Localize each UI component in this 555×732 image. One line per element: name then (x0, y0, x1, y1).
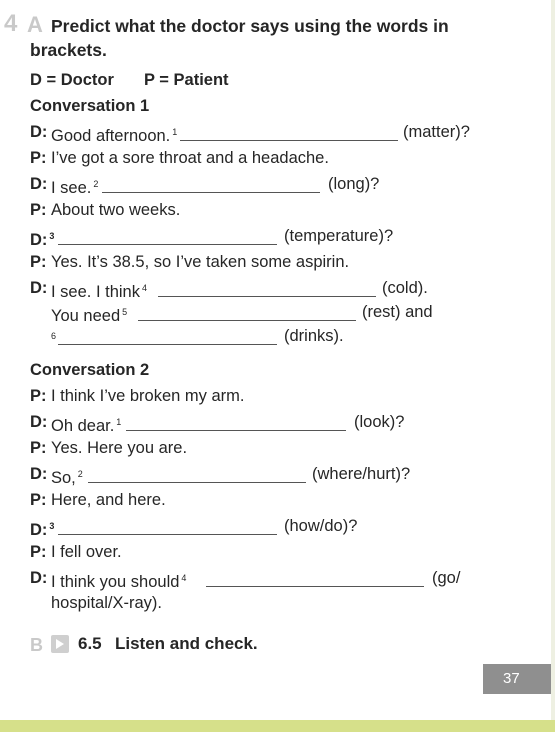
speaker-label: D: $^3$ (30, 521, 55, 539)
hint-word: (look)? (354, 413, 405, 431)
dialogue-text: So, $^2$ (51, 469, 83, 487)
dialogue-text: Oh dear. $^1$ (51, 417, 122, 435)
play-triangle-icon (56, 639, 64, 649)
hint-word: (drinks). (284, 327, 344, 345)
hint-word: (temperature)? (284, 227, 394, 245)
speaker-label: P: (30, 149, 47, 167)
dialogue-text: I think I’ve broken my arm. (51, 387, 245, 405)
hint-word: (where/hurt)? (312, 465, 411, 483)
answer-blank[interactable] (126, 430, 346, 431)
dialogue-text: You need $^5$ (51, 307, 128, 325)
key-patient: P = Patient (144, 71, 229, 89)
hint-word: (long)? (328, 175, 380, 193)
exercise-number: 4 (4, 10, 18, 37)
exercise-letter-b: B (30, 635, 43, 655)
conversation-2-heading: Conversation 2 (30, 361, 150, 379)
gap-number: 3 (49, 231, 55, 241)
speaker-label: D: (30, 279, 48, 297)
speaker-label: P: (30, 201, 47, 219)
gap-number: 4 (141, 283, 147, 293)
speaker-label: P: (30, 491, 47, 509)
exercise-letter-a: A (27, 12, 43, 37)
speaker-label: D: (30, 123, 48, 141)
speaker-label: D: (30, 413, 48, 431)
speaker-label: D: $^3$ (30, 231, 55, 249)
hint-word: (rest) and (362, 303, 433, 321)
answer-blank[interactable] (58, 534, 277, 535)
audio-track-number: 6.5 (78, 634, 102, 653)
gap-number: 3 (49, 521, 55, 531)
dialogue-text: I fell over. (51, 543, 122, 561)
gap-number: 5 (122, 307, 128, 317)
page-number: 37 (503, 670, 520, 687)
gap-number: 1 (116, 417, 122, 427)
hint-word: (matter)? (403, 123, 470, 141)
dialogue-text: I see. I think $^4$ (51, 283, 147, 301)
dialogue-text: Here, and here. (51, 491, 166, 509)
page-edge (551, 0, 555, 720)
dialogue-text (51, 326, 56, 350)
hint-word: (how/do)? (284, 517, 358, 535)
speaker-label: P: (30, 439, 47, 457)
gap-number: 2 (93, 179, 99, 189)
gap-number: 1 (172, 127, 178, 137)
conversation-1-heading: Conversation 1 (30, 97, 150, 115)
hint-word: (go/ (432, 569, 461, 587)
answer-blank[interactable] (180, 140, 398, 141)
instruction-line-1: Predict what the doctor says using the words in (51, 16, 449, 36)
bottom-color-strip (0, 720, 555, 732)
hint-word: (cold). (382, 279, 428, 297)
dialogue-text: hospital/X-ray). (51, 594, 162, 612)
answer-blank[interactable] (158, 296, 376, 297)
speaker-label: P: (30, 387, 47, 405)
speaker-label: D: (30, 465, 48, 483)
dialogue-text: I’ve got a sore throat and a headache. (51, 149, 329, 167)
dialogue-text: Yes. Here you are. (51, 439, 188, 457)
dialogue-text: I see. $^2$ (51, 179, 99, 197)
instruction-line-2: brackets. (30, 40, 107, 60)
answer-blank[interactable] (88, 482, 306, 483)
dialogue-text: Good afternoon. $^1$ (51, 127, 178, 145)
speaker-label: P: (30, 543, 47, 561)
speaker-label: P: (30, 253, 47, 271)
speaker-label: D: (30, 569, 48, 587)
gap-number: 4 (181, 573, 187, 583)
dialogue-text: Yes. It’s 38.5, so I’ve taken some aspirin. (51, 253, 350, 271)
answer-blank[interactable] (58, 244, 277, 245)
gap-number: 6 (51, 331, 57, 341)
key-doctor: D = Doctor (30, 71, 114, 89)
dialogue-text: I think you should $^4$ (51, 573, 187, 591)
dialogue-text: About two weeks. (51, 201, 181, 219)
exercise-b-instruction: Listen and check. (115, 634, 258, 653)
gap-number: 2 (77, 469, 83, 479)
speaker-label: D: (30, 175, 48, 193)
answer-blank[interactable] (206, 586, 424, 587)
answer-blank[interactable] (138, 320, 356, 321)
answer-blank[interactable] (58, 344, 277, 345)
answer-blank[interactable] (102, 192, 320, 193)
